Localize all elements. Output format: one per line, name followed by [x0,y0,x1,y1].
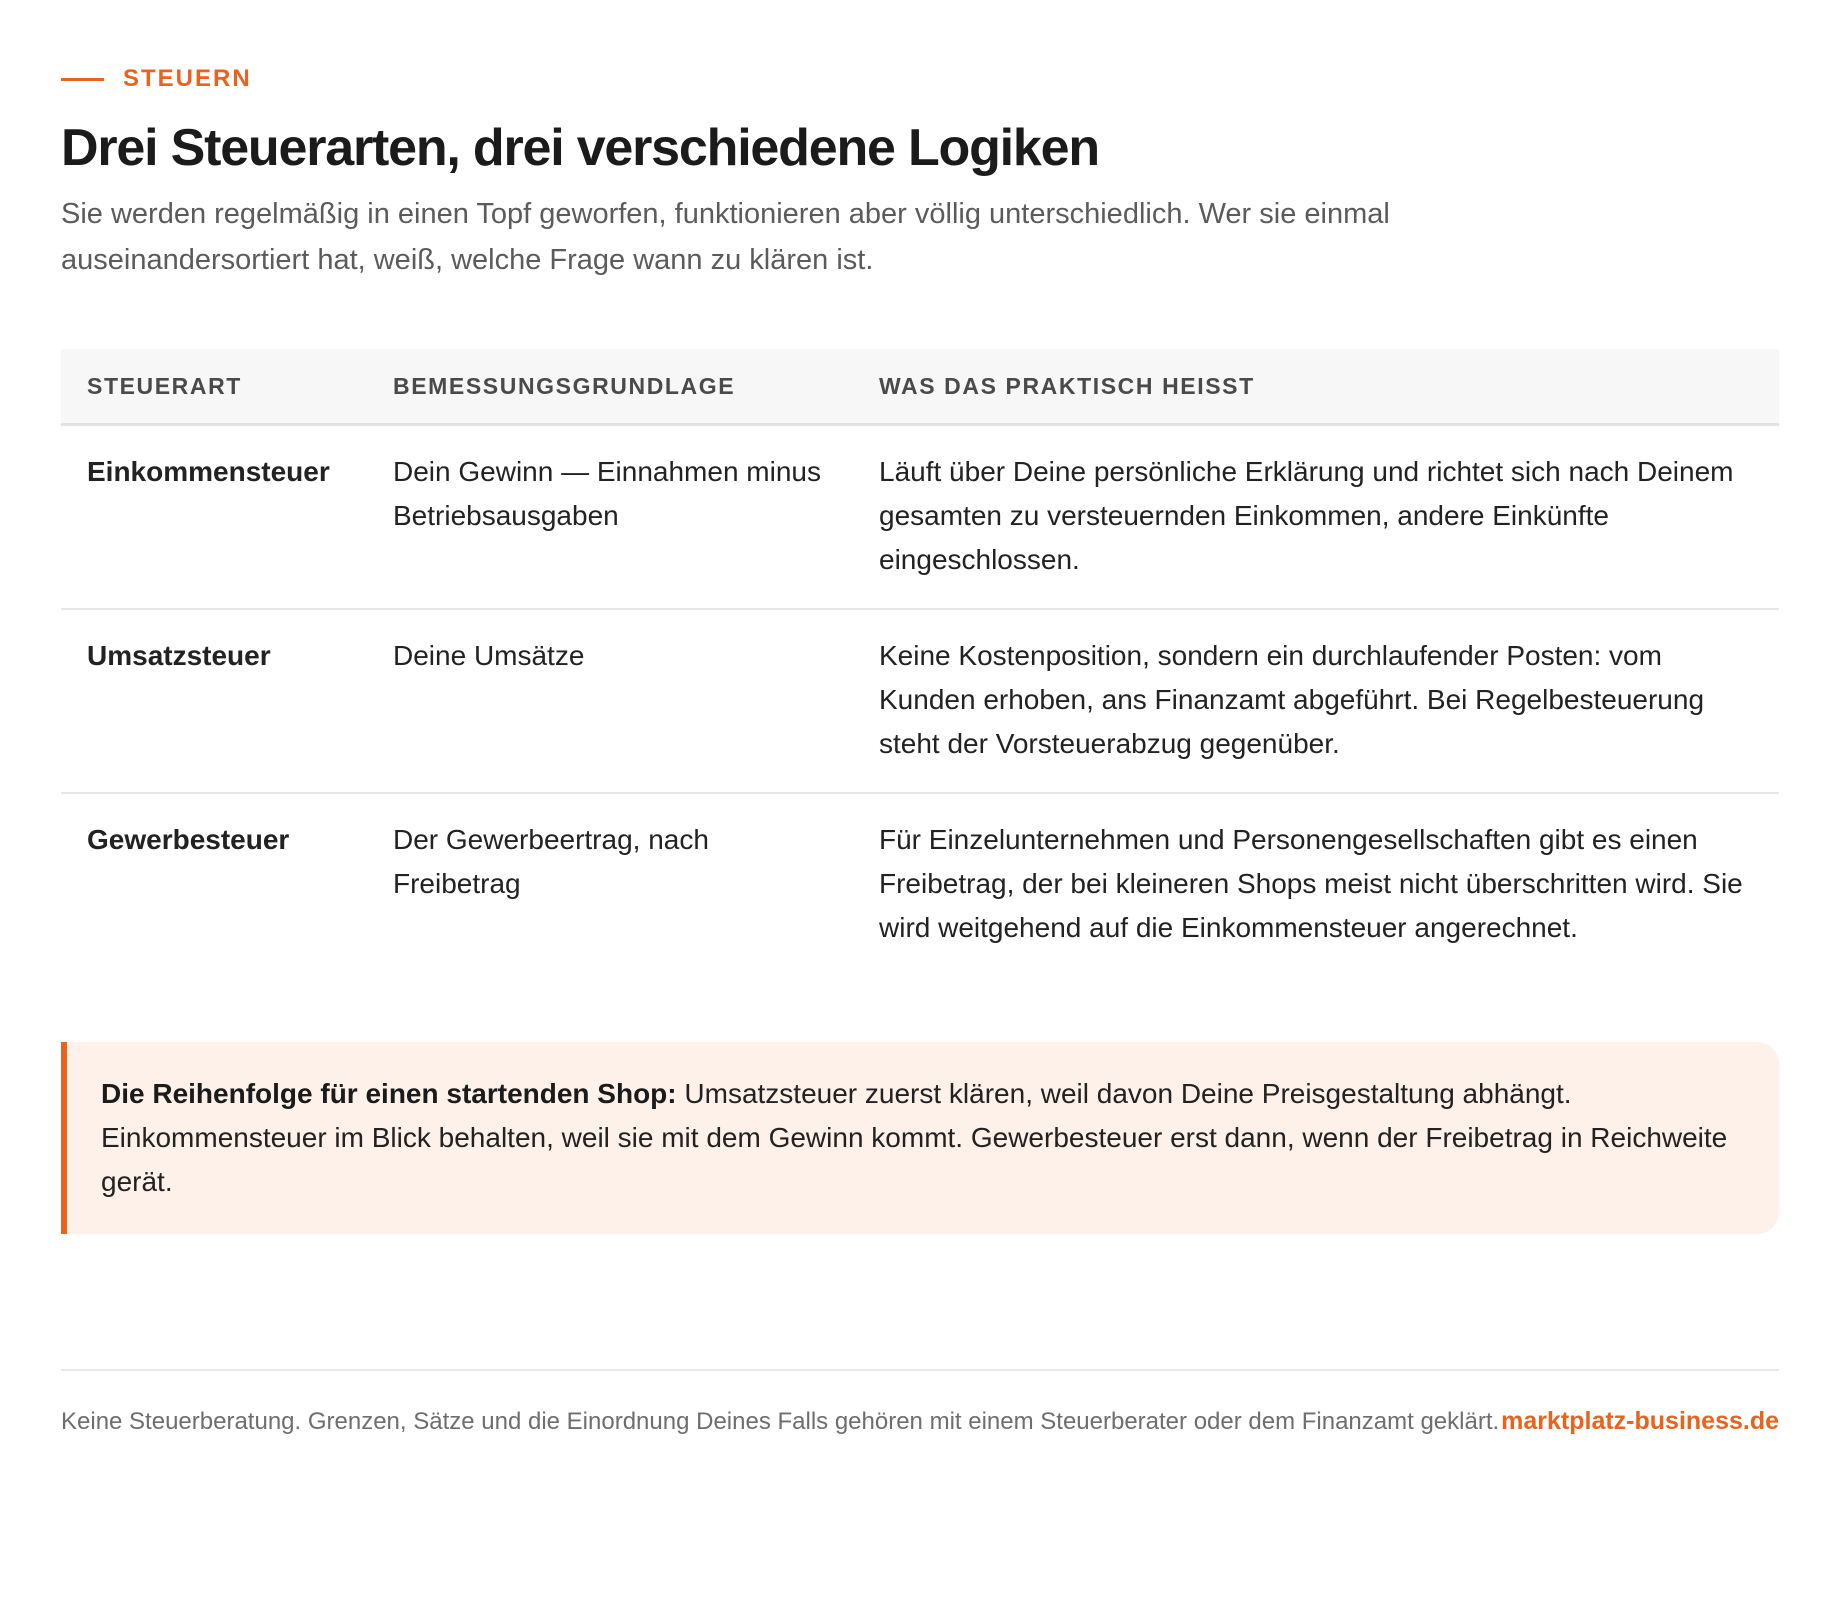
column-header-praxis: WAS DAS PRAKTISCH HEISST [853,349,1779,425]
brand-name: marktplatz-business.de [1501,1407,1779,1435]
footer [61,1369,1779,1441]
tax-meaning-cell: Für Einzelunternehmen und Personengesellschaften gibt es einen Freibetrag, der bei kleineren Shops meist nicht überschritten wird. Sie wird weitgehend auf die Einkommensteuer angerechnet. [853,793,1779,976]
eyebrow-rule [61,78,104,81]
table-body [61,425,1779,977]
eyebrow-label: STEUERN [123,65,252,92]
page-title: Drei Steuerarten, drei verschiedene Logiken [61,119,1099,177]
column-header-steuerart: STEUERART [61,349,367,425]
callout-note [61,1042,1779,1234]
section-eyebrow [61,66,1779,92]
callout-lead: Die Reihenfolge für einen startenden Shop: [101,1078,677,1110]
table-row [61,609,1779,793]
tax-base-cell: Deine Umsätze [367,609,853,793]
tax-base-cell: Dein Gewinn — Einnahmen minus Betriebsausgaben [393,456,821,532]
tax-type-cell: Gewerbesteuer [61,793,367,976]
table-row [61,425,1779,610]
table-header-row [61,349,1779,425]
footer-disclaimer: Keine Steuerberatung. Grenzen, Sätze und die Einordnung Deines Falls gehören mit einem Steuerberater oder dem Finanzamt geklärt. [61,1408,1500,1435]
tax-base-cell: Der Gewerbeertrag, nach Freibetrag [367,793,853,976]
page [0,66,1840,1600]
tax-meaning-cell: Keine Kostenposition, sondern ein durchlaufender Posten: vom Kunden erhoben, ans Finanzamt abgeführt. Bei Regelbesteuerung steht der Vorsteuerabzug gegenüber. [853,609,1779,793]
callout-text: Umsatzsteuer zuerst klären, weil davon Deine Preisgestaltung abhängt. Einkommensteuer im Blick behalten, weil sie mit dem Gewinn kommt. Gewerbesteuer erst dann, wenn der Freibetrag in Reichweite gerät. [101,1078,1728,1198]
tax-type-cell: Einkommensteuer [87,456,330,488]
table-header [61,349,1779,425]
table-row [61,793,1779,976]
tax-comparison-table [61,349,1779,976]
tax-meaning-cell: Läuft über Deine persönliche Erklärung und richtet sich nach Deinem gesamten zu versteuernden Einkommen, andere Einkünfte eingeschlossen. [879,456,1734,576]
page-subtitle: Sie werden regelmäßig in einen Topf geworfen, funktionieren aber völlig unterschiedlich. Wer sie einmal auseinandersortiert hat, weiß, welche Frage wann zu klären ist. [61,198,1390,277]
column-header-bemessungsgrundlage: BEMESSUNGSGRUNDLAGE [367,349,853,425]
tax-type-cell: Umsatzsteuer [61,609,367,793]
